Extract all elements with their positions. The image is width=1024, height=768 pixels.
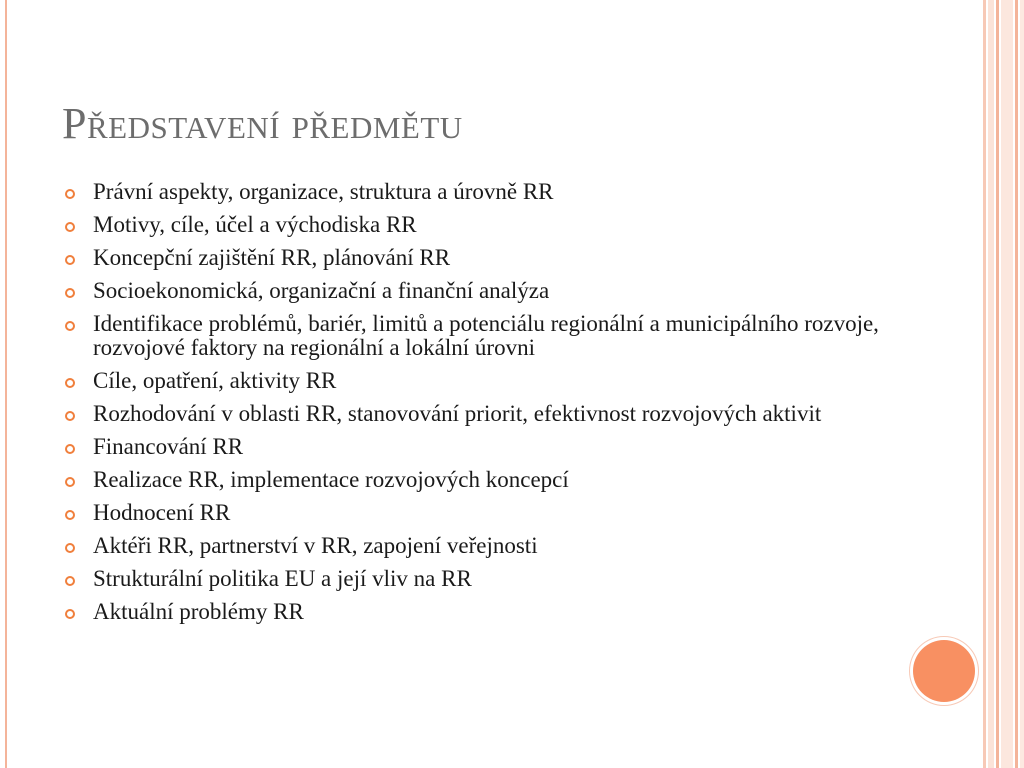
bullet-item [64,213,884,237]
decorative-circle [913,640,975,702]
bullet-item [64,534,884,558]
bullet-circle-icon [65,477,75,487]
bullet-list [64,180,884,633]
bullet-item [64,246,884,270]
bullet-circle-icon [65,321,75,331]
bullet-text: Realizace RR, implementace rozvojových koncepcí [93,467,569,492]
bullet-circle-icon [65,189,75,199]
bullet-circle-icon [65,288,75,298]
bullet-text: Právní aspekty, organizace, struktura a úrovně RR [93,179,554,204]
bullet-circle-icon [65,543,75,553]
bullet-text: Rozhodování v oblasti RR, stanovování priorit, efektivnost rozvojových aktivit [93,401,822,426]
bullet-item [64,435,884,459]
bullet-text: Koncepční zajištění RR, plánování RR [93,245,451,270]
bullet-item [64,279,884,303]
bullet-text: Cíle, opatření, aktivity RR [93,368,337,393]
bullet-item [64,567,884,591]
slide-title: Představení předmětu [62,99,463,148]
bullet-item [64,468,884,492]
bullet-text: Identifikace problémů, bariér, limitů a potenciálu regionální a municipálního rozvoje, rozvojové faktory na regionální a lokální úrovni [93,311,879,360]
bullet-text: Socioekonomická, organizační a finanční analýza [93,278,550,303]
bullet-text: Financování RR [93,434,244,459]
right-decorative-stripe [1020,0,1024,768]
bullet-item [64,312,884,360]
bullet-circle-icon [65,222,75,232]
bullet-text: Aktéři RR, partnerství v RR, zapojení veřejnosti [93,533,538,558]
bullet-circle-icon [65,411,75,421]
right-decorative-stripe [1015,0,1018,768]
bullet-item [64,180,884,204]
bullet-text: Aktuální problémy RR [93,599,304,624]
bullet-item [64,369,884,393]
bullet-circle-icon [65,510,75,520]
bullet-text: Hodnocení RR [93,500,231,525]
bullet-item [64,600,884,624]
bullet-circle-icon [65,609,75,619]
bullet-item [64,501,884,525]
bullet-circle-icon [65,444,75,454]
bullet-text: Motivy, cíle, účel a východiska RR [93,212,417,237]
bullet-text: Strukturální politika EU a její vliv na RR [93,566,472,591]
right-decorative-stripe [996,0,999,768]
right-decorative-stripe [988,0,994,768]
right-decorative-stripe [1001,0,1013,768]
bullet-circle-icon [65,255,75,265]
bullet-circle-icon [65,378,75,388]
bullet-circle-icon [65,576,75,586]
bullet-item [64,402,884,426]
left-decorative-rule [5,0,7,768]
right-decorative-stripe [983,0,986,768]
